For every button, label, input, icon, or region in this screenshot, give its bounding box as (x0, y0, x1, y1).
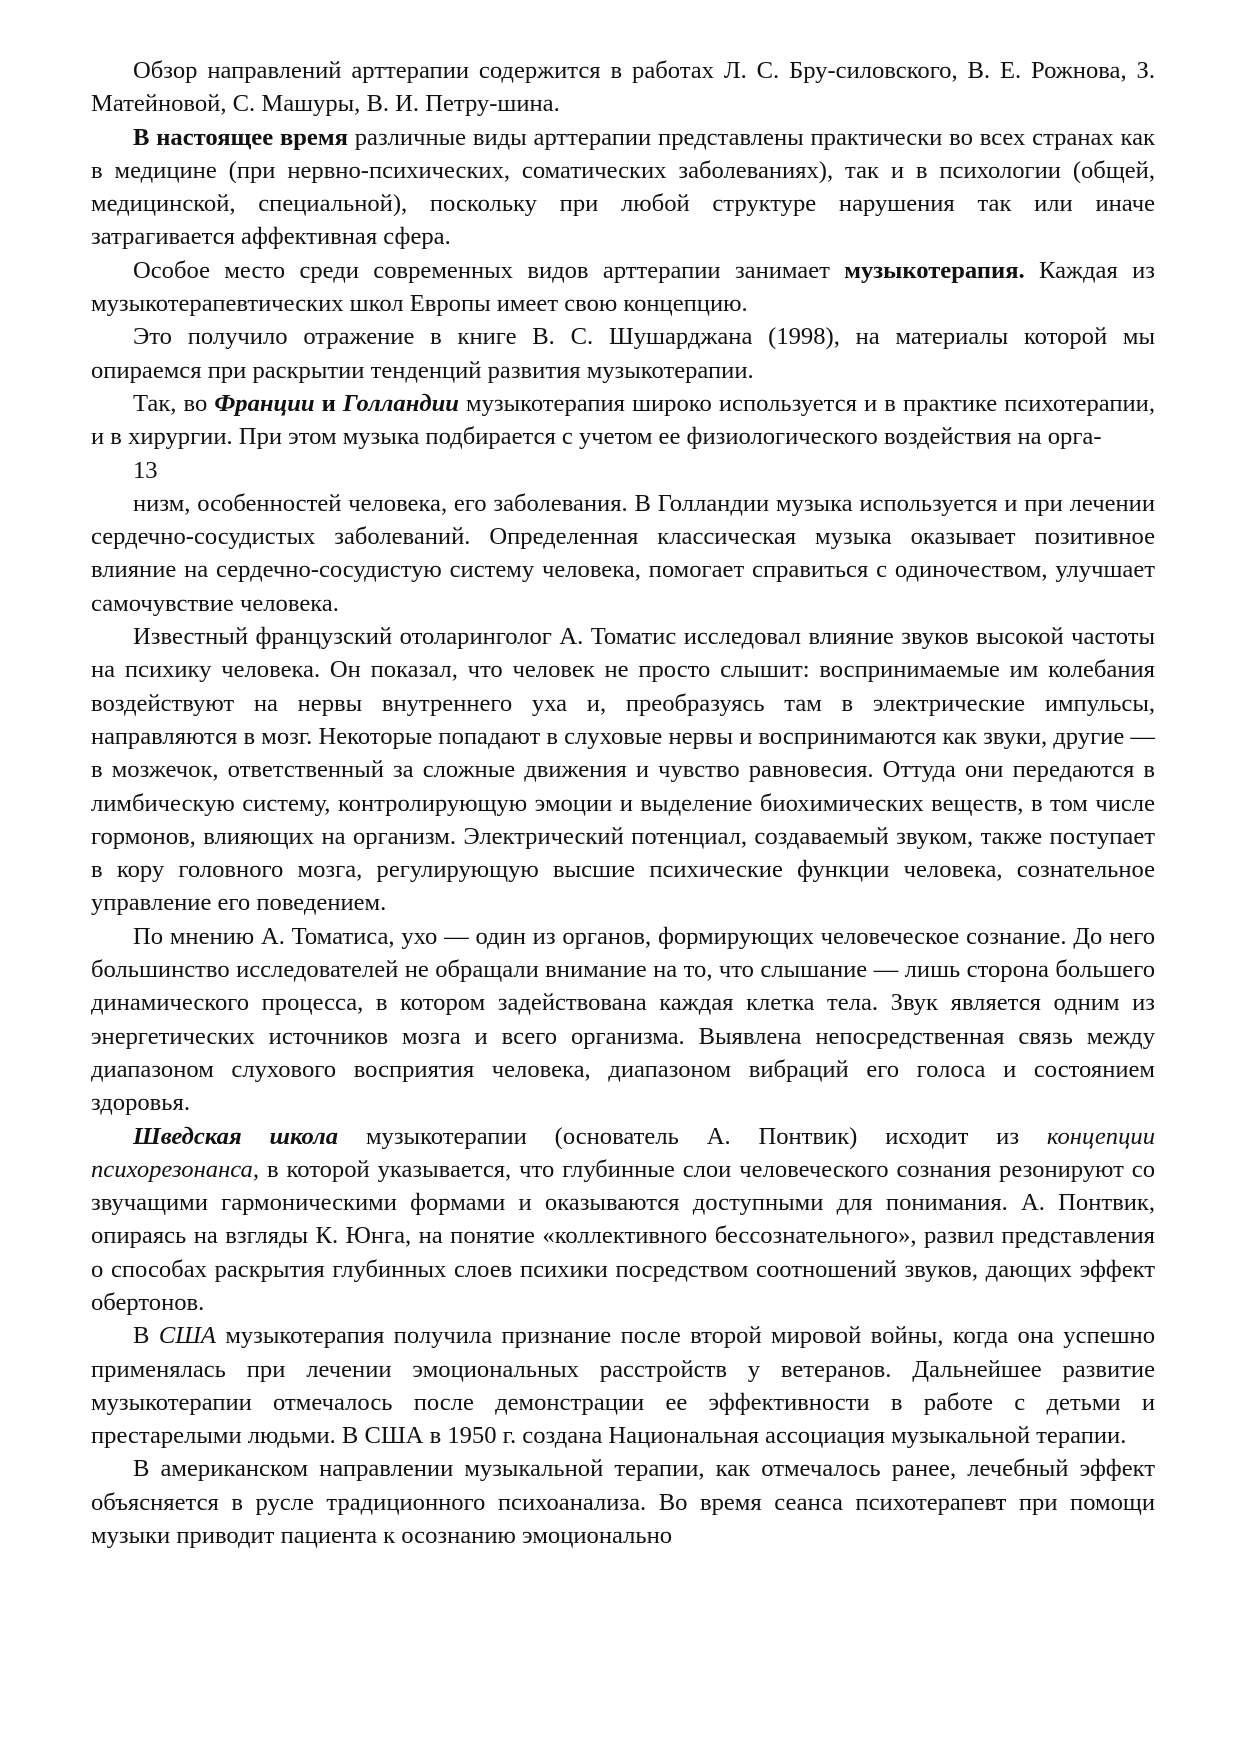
bold-conjunction: и (314, 389, 343, 417)
bold-term: музыкотерапия. (844, 256, 1025, 284)
paragraph-france-holland (91, 387, 1155, 454)
paragraph-tomatis (91, 620, 1155, 920)
document-page (91, 54, 1155, 1552)
paragraph-swedish-school (91, 1120, 1155, 1320)
paragraph-text: Так, во (133, 389, 215, 417)
page-number-text: 13 (133, 456, 158, 484)
paragraph-text: Каждая из музыкотерапевтических школ Европы имеет свою концепцию. (91, 256, 1155, 318)
paragraph-text: различные виды арттерапии представлены практически во всех странах как в медицине (при нервно-психических, соматических заболеваниях), так и в психологии (общей, медицинской, специальной), поскольку при любой структуре нарушения так или иначе затрагивается аффективная сфера. (91, 123, 1155, 251)
paragraph-text: Это получило отражение в книге В. С. Шушарджана (1998), на материалы которой мы опираемся при раскрытии тенденций развития музыкотерапии. (91, 323, 1155, 384)
paragraph-text: В американском направлении музыкальной терапии, как отмечалось ранее, лечебный эффект объясняется в русле традиционного психоанализа. Во время сеанса психотерапевт при помощи музыки приводит пациента к осознанию эмоционально (91, 1455, 1155, 1550)
paragraph-text: Известный французский отоларинголог А. Томатис исследовал влияние звуков высокой частоты на психику человека. Он показал, что человек не просто слышит: воспринимаемые им колебания воздействуют на нервы внутреннего уха и, преобразуясь там в электрические импульсы, направляются в мозг. Некоторые попадают в слуховые нервы и воспринимаются как звуки, другие — в мозжечок, ответственный за сложные движения и чувство равновесия. Оттуда они передаются в лимбическую систему, контролирующую эмоции и выделение биохимических веществ, в том числе гормонов, влияющих на организм. Электрический потенциал, создаваемый звуком, также поступает в кору головного мозга, регулирующую высшие психические функции человека, сознательное управление его поведением. (91, 623, 1155, 917)
bold-italic-country: Голландии (342, 389, 459, 417)
paragraph-text: низм, особенностей человека, его заболевания. В Голландии музыка используется и при лечении сердечно-сосудистых заболеваний. Определенная классическая музыка оказывает позитивное влияние на сердечно-сосудистую систему человека, помогает справиться с одиночеством, улучшает самочувствие человека. (91, 489, 1155, 617)
paragraph-text: В (133, 1322, 159, 1350)
paragraph-text: Особое место среди современных видов арттерапии занимает (133, 256, 845, 284)
italic-term: концепции психорезонанса, (91, 1122, 1155, 1183)
paragraph-tomatis-opinion (91, 920, 1155, 1120)
bold-italic-term: Шведская школа (133, 1122, 339, 1150)
paragraph-usa (91, 1319, 1155, 1452)
bold-italic-country: Франции (214, 389, 315, 417)
italic-country: США (158, 1322, 216, 1350)
paragraph-review (91, 54, 1155, 121)
page-number (91, 454, 1155, 487)
paragraph-music-therapy (91, 254, 1155, 321)
paragraph-american-direction (91, 1452, 1155, 1552)
paragraph-text: По мнению А. Томатиса, ухо — один из органов, формирующих человеческое сознание. До него большинство исследователей не обращали внимание на то, что слышание — лишь сторона большего динамического процесса, в котором задействована каждая клетка тела. Звук является одним из энергетических источников мозга и всего организма. Выявлена непосредственная связь между диапазоном слухового восприятия человека, диапазоном вибраций его голоса и состоянием здоровья. (91, 922, 1155, 1117)
paragraph-text: музыкотерапия получила признание после второй мировой войны, когда она успешно применялась при лечении эмоциональных расстройств у ветеранов. Дальнейшее развитие музыкотерапии отмечалось после демонстрации ее эффективности в работе с детьми и престарелыми людьми. В США в 1950 г. создана Национальная ассоциация музыкальной терапии. (91, 1322, 1155, 1450)
paragraph-text: в которой указывается, что глубинные слои человеческого сознания резонируют со звучащими гармоническими формами и оказываются доступными для понимания. А. Понтвик, опираясь на взгляды К. Юнга, на понятие «коллективного бессознательного», развил представления о способах раскрытия глубинных слоев психики посредством соотношений звуков, дающих эффект обертонов. (91, 1155, 1155, 1316)
bold-lead: В настоящее время (133, 123, 348, 151)
paragraph-present-time (91, 121, 1155, 254)
paragraph-text: Обзор направлений арттерапии содержится в работах Л. С. Бру-силовского, В. Е. Рожнова, З. Матейновой, С. Машуры, В. И. Петру-шина. (91, 57, 1155, 118)
paragraph-shushardzhan (91, 320, 1155, 387)
paragraph-text: музыкотерапии (основатель А. Понтвик) исходит из (338, 1122, 1047, 1150)
paragraph-text: музыкотерапия широко используется и в практике психотерапии, и в хирургии. При этом музыка подбирается с учетом ее физиологического воздействия на орга- (91, 389, 1155, 451)
paragraph-organism (91, 487, 1155, 620)
